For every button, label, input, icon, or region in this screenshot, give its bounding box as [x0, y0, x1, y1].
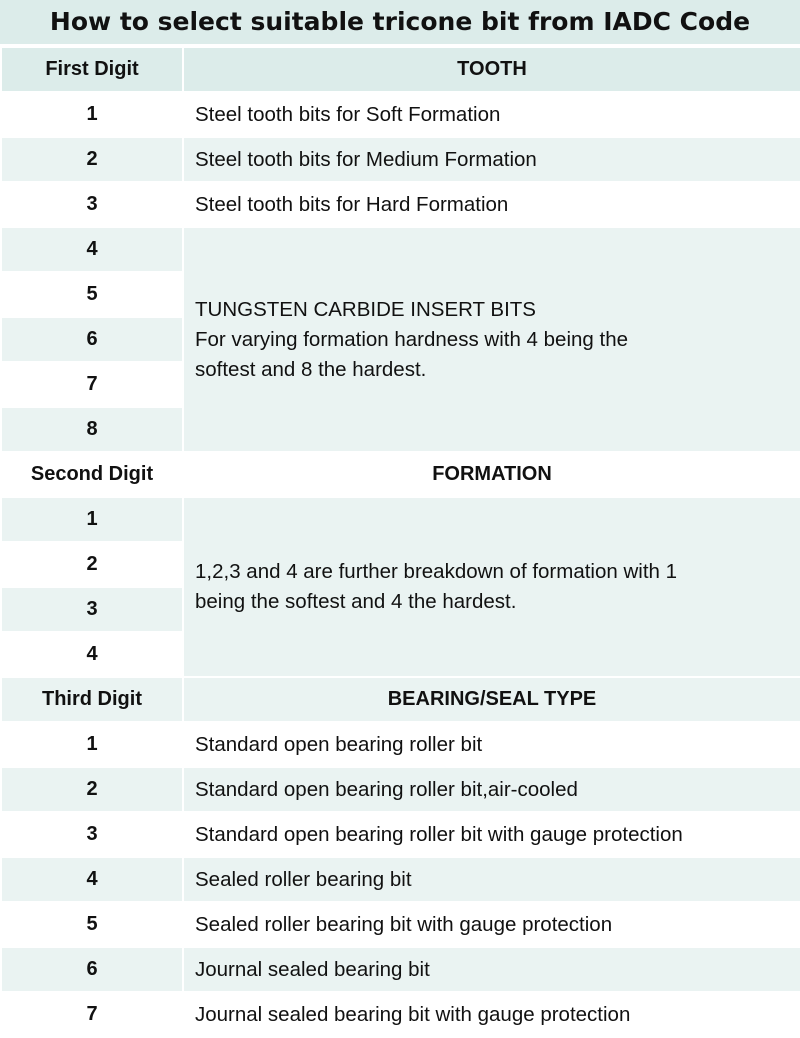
table-row: [1, 857, 800, 902]
third-digit-header: Third Digit: [1, 677, 183, 722]
section-header-row: [1, 677, 800, 722]
formation-header: FORMATION: [183, 452, 800, 497]
insert-heading: TUNGSTEN CARBIDE INSERT BITS: [195, 297, 536, 321]
first-digit-header: First Digit: [1, 47, 183, 92]
description-cell: Sealed roller bearing bit with gauge protection: [183, 902, 800, 947]
digit-cell: 7: [1, 992, 183, 1037]
digit-cell: 6: [1, 947, 183, 992]
page-title: How to select suitable tricone bit from IADC Code: [0, 0, 800, 46]
digit-cell: 4: [1, 857, 183, 902]
second-digit-header: Second Digit: [1, 452, 183, 497]
description-cell: Journal sealed bearing bit with gauge protection: [183, 992, 800, 1037]
formation-desc-line: being the softest and 4 the hardest.: [195, 590, 517, 613]
table-row: [1, 137, 800, 182]
digit-cell: 2: [1, 542, 183, 587]
table-row: [1, 902, 800, 947]
digit-cell: 1: [1, 92, 183, 137]
description-cell: Sealed roller bearing bit: [183, 857, 800, 902]
insert-desc-line: For varying formation hardness with 4 being the: [195, 327, 629, 351]
digit-cell: 7: [1, 362, 183, 407]
iadc-code-table: [0, 46, 800, 1038]
digit-cell: 1: [1, 497, 183, 542]
table-row: [1, 497, 800, 542]
digit-cell: 3: [1, 182, 183, 227]
description-cell: Standard open bearing roller bit,air-cooled: [183, 767, 800, 812]
digit-cell: 6: [1, 317, 183, 362]
tooth-header: TOOTH: [183, 47, 800, 92]
digit-cell: 5: [1, 902, 183, 947]
description-cell: Standard open bearing roller bit: [183, 722, 800, 767]
table-row: [1, 227, 800, 272]
digit-cell: 2: [1, 767, 183, 812]
digit-cell: 5: [1, 272, 183, 317]
description-cell: Steel tooth bits for Soft Formation: [183, 92, 800, 137]
insert-bits-description: [183, 227, 800, 452]
section-header-row: [1, 47, 800, 92]
digit-cell: 3: [1, 587, 183, 632]
digit-cell: 4: [1, 632, 183, 677]
table-row: [1, 92, 800, 137]
table-row: [1, 992, 800, 1037]
insert-desc-line: softest and 8 the hardest.: [195, 357, 427, 381]
description-cell: Steel tooth bits for Hard Formation: [183, 182, 800, 227]
formation-description: [183, 497, 800, 677]
formation-desc-line: 1,2,3 and 4 are further breakdown of formation with 1: [195, 560, 678, 583]
description-cell: Steel tooth bits for Medium Formation: [183, 137, 800, 182]
digit-cell: 1: [1, 722, 183, 767]
digit-cell: 8: [1, 407, 183, 452]
digit-cell: 3: [1, 812, 183, 857]
bearing-seal-header: BEARING/SEAL TYPE: [183, 677, 800, 722]
section-header-row: [1, 452, 800, 497]
table-row: [1, 812, 800, 857]
table-row: [1, 767, 800, 812]
digit-cell: 4: [1, 227, 183, 272]
digit-cell: 2: [1, 137, 183, 182]
table-row: [1, 722, 800, 767]
description-cell: Journal sealed bearing bit: [183, 947, 800, 992]
table-row: [1, 947, 800, 992]
table-row: [1, 182, 800, 227]
description-cell: Standard open bearing roller bit with gauge protection: [183, 812, 800, 857]
